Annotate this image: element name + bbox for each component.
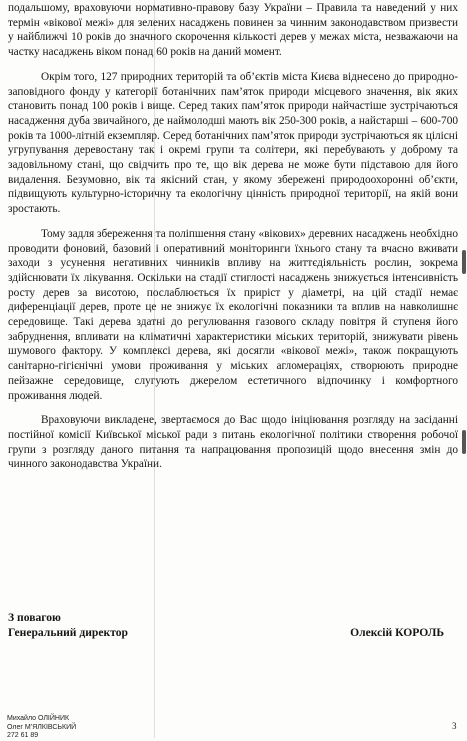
paragraph-2: Окрім того, 127 природних територій та об’єктів міста Києва віднесено до природно-заповідного фонду у категорії ботанічних пам’яток природи місцевого значення, вік яких становить понад 100 років і вище. Серед таких пам’яток природи найчастіше зустрічаються насадження дуба звичайного, де наймолодші мають вік 250-300 років, а найстарші – 600-700 років та 1000-літній екземпляр. Серед ботанічних пам’яток природи зустрічаються як цілісні угрупування деревостану так і окремі групи та солітери, які перебувають у доброму та задовільному стані, що свідчить про те, що вік дерева не може бути підставою для його видалення. Безумовно, вік та якісний стан, у якому збережені природоохоронні об’єкти, підвищують культурно-історичну та екологічну цінність природної території, на якій вони зростають. (8, 70, 458, 216)
signature-left (8, 610, 208, 640)
page-number: 3 (452, 721, 457, 731)
letter-body (8, 1, 458, 482)
binder-hole-mark (462, 250, 466, 274)
signer-position: Генеральний директор (8, 626, 128, 639)
signer-name: Олексій КОРОЛЬ (350, 626, 444, 639)
paragraph-4: Враховуючи викладене, звертаємося до Вас щодо ініціювання розгляду на засіданні постійної комісії Київської міської ради з питань екологічної політики створення робочої групи з розгляду даного питання та напрацювання пропозицій щодо внесення змін до чинного законодавства України. (8, 414, 458, 471)
binder-hole-mark (462, 430, 466, 454)
closing-regards: З повагою (8, 611, 61, 624)
executor-1: Михайло ОЛІЙНИК (7, 715, 70, 722)
paragraph-1: подальшому, враховуючи нормативно-правову базу України – Правила та наведений у них термін «вікової межі» для зелених насаджень повинен за чинним законодавством призвести у найближчі 10 років до значного скорочення кількості дерев у межах міста, незважаючи на частку насаджень віком понад 60 років на даний момент. (8, 2, 458, 59)
paragraph-3: Тому задля збереження та поліпшення стану «вікових» деревних насаджень необхідно проводити фоновий, базовий і оперативний моніторинги їхнього стану та вчасно вживати заходи з усунення негативних чинників впливу на життєдіяльність рослин, зокрема здійснювати їх лікування. Оскільки на стадії стиглості насаджень знижується інтенсивність росту дерев за висотою, послаблюється їх приріст у діаметрі, на цій стадії немає диференціації дерев, проте це не знижує їх екологічні показники та вплив на навколишнє середовище. Такі дерева здатні до регулювання газового складу повітря й ступеня його забруднення, впливати на кліматичні характеристики міських територій, знижувати рівень шумового фактору. У комплексі дерева, які досягли «вікової межі», також покращують санітарно-гігієнічні умови проживання у міських агломераціях, створюють природне пейзажне середовище, слугують джерелом естетичного відпочинку і комфортного проживання людей. (8, 227, 458, 402)
executor-2: Олег М’ЯЛКІВСЬКИЙ (7, 723, 77, 731)
executors-note (7, 715, 76, 741)
executor-phone: 272 61 89 (7, 732, 39, 740)
